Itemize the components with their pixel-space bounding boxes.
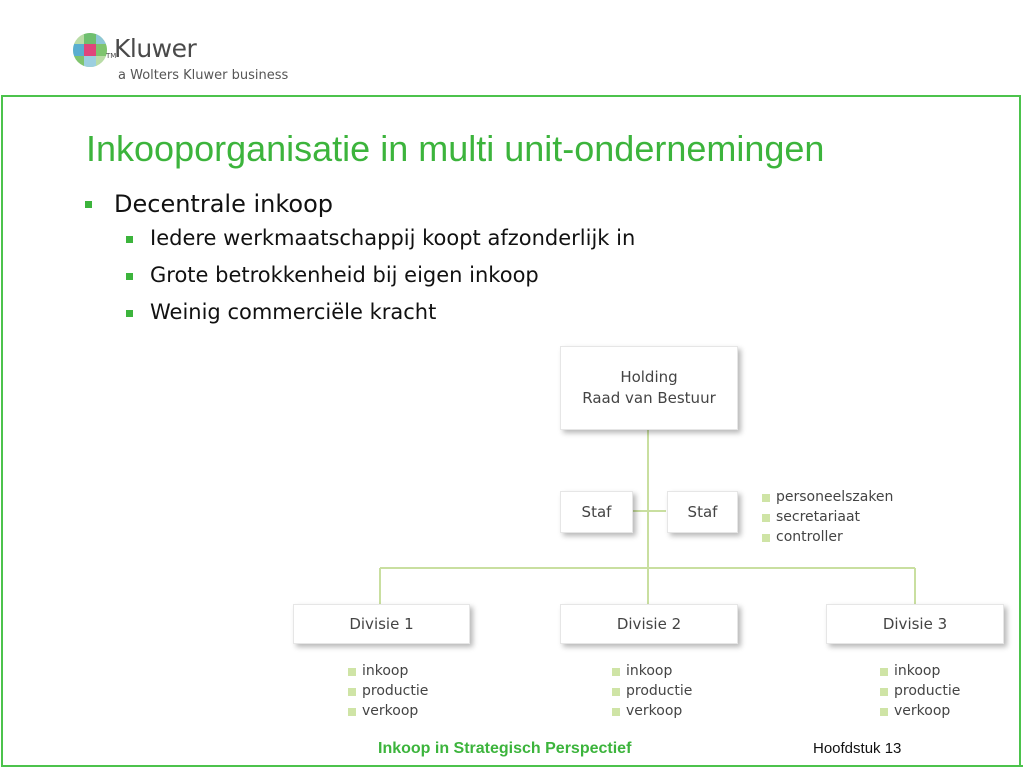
list-item: inkoop xyxy=(612,663,692,683)
list-item: secretariaat xyxy=(762,509,893,529)
holding-label: Holding xyxy=(620,368,678,386)
division-2-items xyxy=(612,663,692,723)
division-label: Divisie 3 xyxy=(882,614,948,633)
staff-box-left xyxy=(560,491,633,533)
bullet-main-text: Decentrale inkoop xyxy=(114,190,333,218)
board-label: Raad van Bestuur xyxy=(582,389,716,407)
logo-wordmark: Kluwer xyxy=(114,34,197,63)
footer-book-title: Inkoop in Strategisch Perspectief xyxy=(378,740,632,757)
division-1-items xyxy=(348,663,428,723)
staff-items-list xyxy=(762,489,893,549)
bullet-sub-text: Iedere werkmaatschappij koopt afzonderlijk in xyxy=(150,226,636,250)
list-item: verkoop xyxy=(348,703,428,723)
list-item: productie xyxy=(880,683,960,703)
bullet-sub-text: Weinig commerciële kracht xyxy=(150,300,437,324)
list-item: personeelszaken xyxy=(762,489,893,509)
list-item: verkoop xyxy=(612,703,692,723)
holding-box xyxy=(560,346,738,430)
division-box-2 xyxy=(560,604,738,644)
list-item: productie xyxy=(348,683,428,703)
slide-title: Inkooporganisatie in multi unit-ondernemingen xyxy=(86,128,825,169)
footer-chapter: Hoofdstuk 13 xyxy=(813,740,902,757)
division-box-1 xyxy=(293,604,470,644)
list-item: inkoop xyxy=(880,663,960,683)
bullet-sub-text: Grote betrokkenheid bij eigen inkoop xyxy=(150,263,539,287)
division-box-3 xyxy=(826,604,1004,644)
division-label: Divisie 2 xyxy=(616,614,682,633)
logo-tagline: a Wolters Kluwer business xyxy=(118,68,289,83)
staff-box-right xyxy=(667,491,738,533)
list-item: controller xyxy=(762,529,893,549)
staff-label: Staf xyxy=(687,502,718,521)
list-item: inkoop xyxy=(348,663,428,683)
division-3-items xyxy=(880,663,960,723)
division-label: Divisie 1 xyxy=(349,614,414,633)
logo-trademark: TM xyxy=(106,52,117,60)
staff-label: Staf xyxy=(581,502,612,521)
list-item: verkoop xyxy=(880,703,960,723)
list-item: productie xyxy=(612,683,692,703)
